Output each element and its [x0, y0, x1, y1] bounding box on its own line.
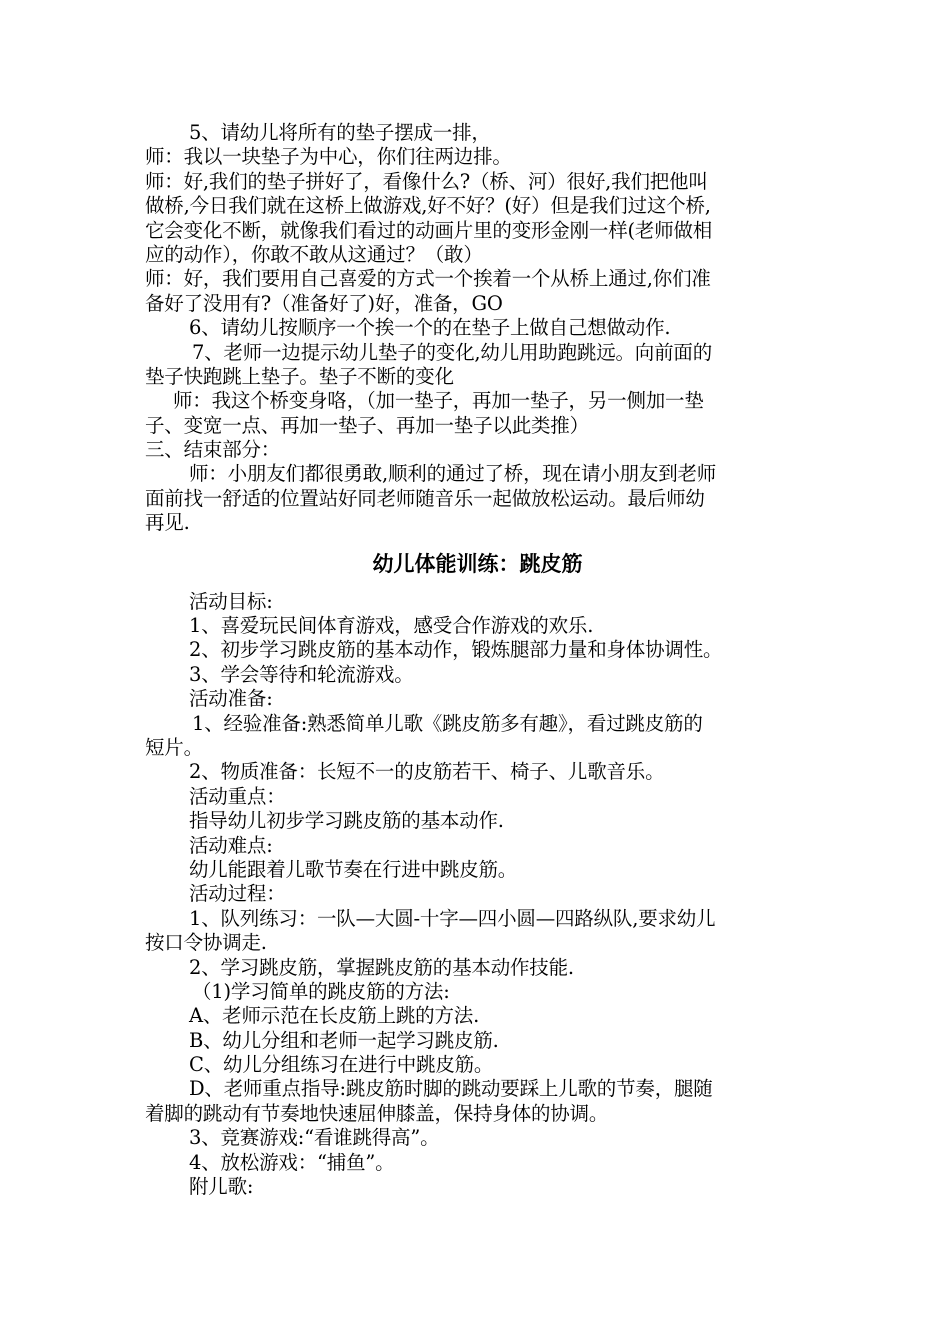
list-item: （1)学习简单的跳皮筋的方法: [192, 979, 450, 1003]
paragraph-line: 面前找一舒适的位置站好同老师随音乐一起做放松运动。最后师幼 [145, 486, 705, 510]
subheading: 活动准备: [189, 687, 273, 711]
list-item: 2、物质准备：长短不一的皮筋若干、椅子、儿歌音乐。 [189, 760, 665, 784]
paragraph-line: 师：我以一块垫子为中心，你们往两边排。 [145, 145, 512, 169]
section-heading: 三、结束部分： [145, 438, 281, 462]
list-item: 2、学习跳皮筋，掌握跳皮筋的基本动作技能. [189, 955, 574, 979]
paragraph-line: 子、变宽一点、再加一垫子、再加一垫子以此类推） [145, 413, 589, 437]
list-item: 3、竞赛游戏:“看谁跳得高”。 [189, 1126, 440, 1150]
list-item: 1、喜爱玩民间体育游戏，感受合作游戏的欢乐. [189, 614, 594, 638]
paragraph-line: 师：好,我们的垫子拼好了，看像什么?（桥、河）很好,我们把他叫 [145, 169, 708, 193]
paragraph-line: 师：小朋友们都很勇敢,顺利的通过了桥，现在请小朋友到老师 [189, 462, 717, 486]
list-item: D、老师重点指导:跳皮筋时脚的跳动要踩上儿歌的节奏，腿随 [189, 1077, 713, 1101]
list-item-continuation: 着脚的跳动有节奏地快速屈伸膝盖，保持身体的协调。 [145, 1101, 609, 1125]
subheading: 活动目标: [189, 589, 273, 613]
document-title: 幼儿体能训练：跳皮筋 [372, 550, 583, 576]
list-item-continuation: 按口令协调走. [145, 931, 267, 955]
paragraph-line: 再见. [145, 511, 190, 535]
paragraph-line: 备好了没用有?（准备好了)好，准备，GO [145, 291, 503, 315]
list-item: A、老师示范在长皮筋上跳的方法. [189, 1004, 480, 1028]
paragraph-line: 7、老师一边提示幼儿垫子的变化,幼儿用助跑跳远。向前面的 [192, 340, 713, 364]
paragraph-line: 应的动作），你敢不敢从这通过？（敢） [145, 242, 483, 266]
subheading: 活动难点: [189, 833, 273, 857]
paragraph-line: 垫子快跑跳上垫子。垫子不断的变化 [145, 364, 454, 388]
list-item-continuation: 短片。 [145, 735, 203, 759]
paragraph-line: 幼儿能跟着儿歌节奏在行进中跳皮筋。 [189, 857, 518, 881]
paragraph-line: 5、请幼儿将所有的垫子摆成一排， [189, 121, 491, 144]
list-item: 1、队列练习：一队—大圆-十字—四小圆—四路纵队,要求幼儿 [189, 906, 716, 930]
list-item: 4、放松游戏：“捕鱼”。 [189, 1150, 395, 1174]
subheading: 活动过程： [189, 882, 286, 906]
subheading: 附儿歌: [189, 1175, 254, 1199]
list-item: B、幼儿分组和老师一起学习跳皮筋. [189, 1028, 499, 1052]
paragraph-line: 师：我这个桥变身咯，（加一垫子，再加一垫子，另一侧加一垫 [173, 389, 704, 413]
subheading: 活动重点： [189, 784, 286, 808]
list-item: C、幼儿分组练习在进行中跳皮筋。 [189, 1053, 494, 1077]
list-item: 1、经验准备:熟悉简单儿歌《跳皮筋多有趣》，看过跳皮筋的 [192, 711, 703, 735]
paragraph-line: 指导幼儿初步学习跳皮筋的基本动作. [189, 809, 504, 833]
paragraph-line: 师：好，我们要用自己喜爱的方式一个挨着一个从桥上通过,你们准 [145, 267, 711, 291]
list-item: 2、初步学习跳皮筋的基本动作，锻炼腿部力量和身体协调性。 [189, 638, 723, 662]
list-item: 3、学会等待和轮流游戏。 [189, 662, 414, 686]
paragraph-line: 做桥,今日我们就在这桥上做游戏,好不好？(好）但是我们过这个桥, [145, 194, 711, 218]
paragraph-line: 6、请幼儿按顺序一个挨一个的在垫子上做自己想做动作. [189, 316, 671, 340]
paragraph-line: 它会变化不断，就像我们看过的动画片里的变形金刚一样(老师做相 [145, 218, 713, 242]
document-body [145, 121, 810, 1199]
